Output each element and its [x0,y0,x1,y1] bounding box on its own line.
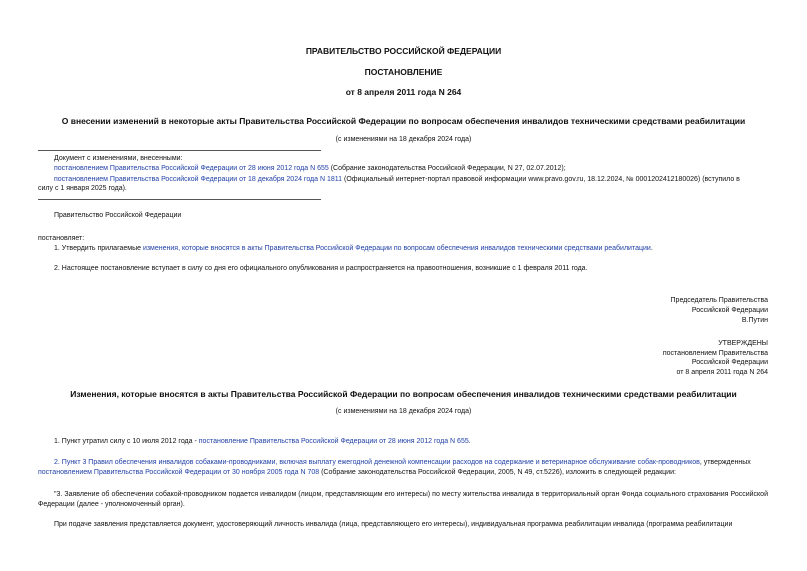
signature-name: В.Путин [741,317,768,324]
annex-item-1 [54,438,471,445]
document-type: ПОСТАНОВЛЕНИЕ [364,67,443,77]
amendments-intro: Документ с изменениями, внесенными: [54,155,183,162]
amendment-item-2 [54,176,740,183]
paragraph-1 [54,245,653,252]
resolves: постановляет: [38,235,85,242]
signature-country: Российской Федерации [691,307,768,314]
annex-item-2 [54,459,751,466]
bottom-divider [38,199,321,200]
approved-by: постановлением Правительства [662,350,768,357]
amendment-link-655[interactable]: постановлением Правительства Российской Федерации от 28 июня 2012 года N 655 [54,165,329,172]
rules-guide-dogs-link[interactable]: 2. Пункт 3 Правил обеспечения инвалидов собаками-проводниками, включая выплату ежегодной денежной компенсации расходов на содержание и ветеринарное обслуживание собак-проводников [54,459,700,466]
revision-note: (с изменениями на 18 декабря 2024 года) [335,136,472,143]
signature-title: Председатель Правительства [670,297,768,304]
paragraph-1-suffix: . [650,245,653,252]
quoted-paragraph-1: "3. Заявление об обеспечении собакой-проводником подается инвалидом (лицом, представляющим его интересы) по месту жительства инвалида в территориальный орган Фонда социального страхования Российской Федерации (далее - уполномоченный орган). [38,491,768,508]
annex-item-1-prefix: 1. Пункт утратил силу с 10 июля 2012 года - [54,438,199,445]
quoted-paragraph-2: При подаче заявления представляется документ, удостоверяющий личность инвалида (лица, представляющего его интересы), индивидуальная программа реабилитации инвалида (программа реабилитации [54,521,733,528]
annex-title: Изменения, которые вносятся в акты Правительства Российской Федерации по вопросам обеспечения инвалидов техническими средствами реабилитации [70,389,737,399]
government-heading: ПРАВИТЕЛЬСТВО РОССИЙСКОЙ ФЕДЕРАЦИИ [305,46,502,56]
amendment-link-1811[interactable]: постановлением Правительства Российской Федерации от 18 декабря 2024 года N 1811 [54,176,343,183]
annex-revision: (с изменениями на 18 декабря 2024 года) [335,408,472,415]
paragraph-2: 2. Настоящее постановление вступает в силу со дня его официального опубликования и распространяется на правоотношения, возникшие с 1 февраля 2011 года. [54,265,588,272]
changes-link[interactable]: изменения, которые вносятся в акты Правительства Российской Федерации по вопросам обеспечения инвалидов техническими средствами реабилитации [142,245,651,252]
document-title: О внесении изменений в некоторые акты Правительства Российской Федерации по вопросам обеспечения инвалидов техническими средствами реабилитации [61,116,746,126]
annex-item-2-rest: (Собрание законодательства Российской Федерации, 2005, N 49, ст.5226), изложить в следующей редакции: [319,469,676,476]
annex-item-2-mid: , утвержденных [699,459,751,466]
amendment-item-1-source: (Собрание законодательства Российской Федерации, N 27, 02.07.2012); [328,165,566,172]
top-divider [38,150,321,151]
resolution-708-link[interactable]: постановлением Правительства Российской Федерации от 30 ноября 2005 года N 708 [38,469,320,476]
amendment-item-1 [54,165,566,172]
issuer: Правительство Российской Федерации [54,212,182,219]
paragraph-1-prefix: 1. Утвердить прилагаемые [54,245,143,252]
approved-heading: УТВЕРЖДЕНЫ [718,340,768,347]
amendment-item-2-continuation: силу с 1 января 2025 года). [38,185,127,192]
document-date-number: от 8 апреля 2011 года N 264 [345,87,462,97]
annex-link-655[interactable]: постановление Правительства Российской Федерации от 28 июня 2012 года N 655 [198,438,469,445]
approved-date: от 8 апреля 2011 года N 264 [676,369,768,376]
annex-item-1-suffix: . [468,438,471,445]
annex-item-2-continuation [38,469,676,476]
amendment-item-2-source: (Официальный интернет-портал правовой информации www.pravo.gov.ru, 18.12.2024, № 0001202412180026) (вступило в [342,176,740,183]
approved-country: Российской Федерации [691,359,768,366]
